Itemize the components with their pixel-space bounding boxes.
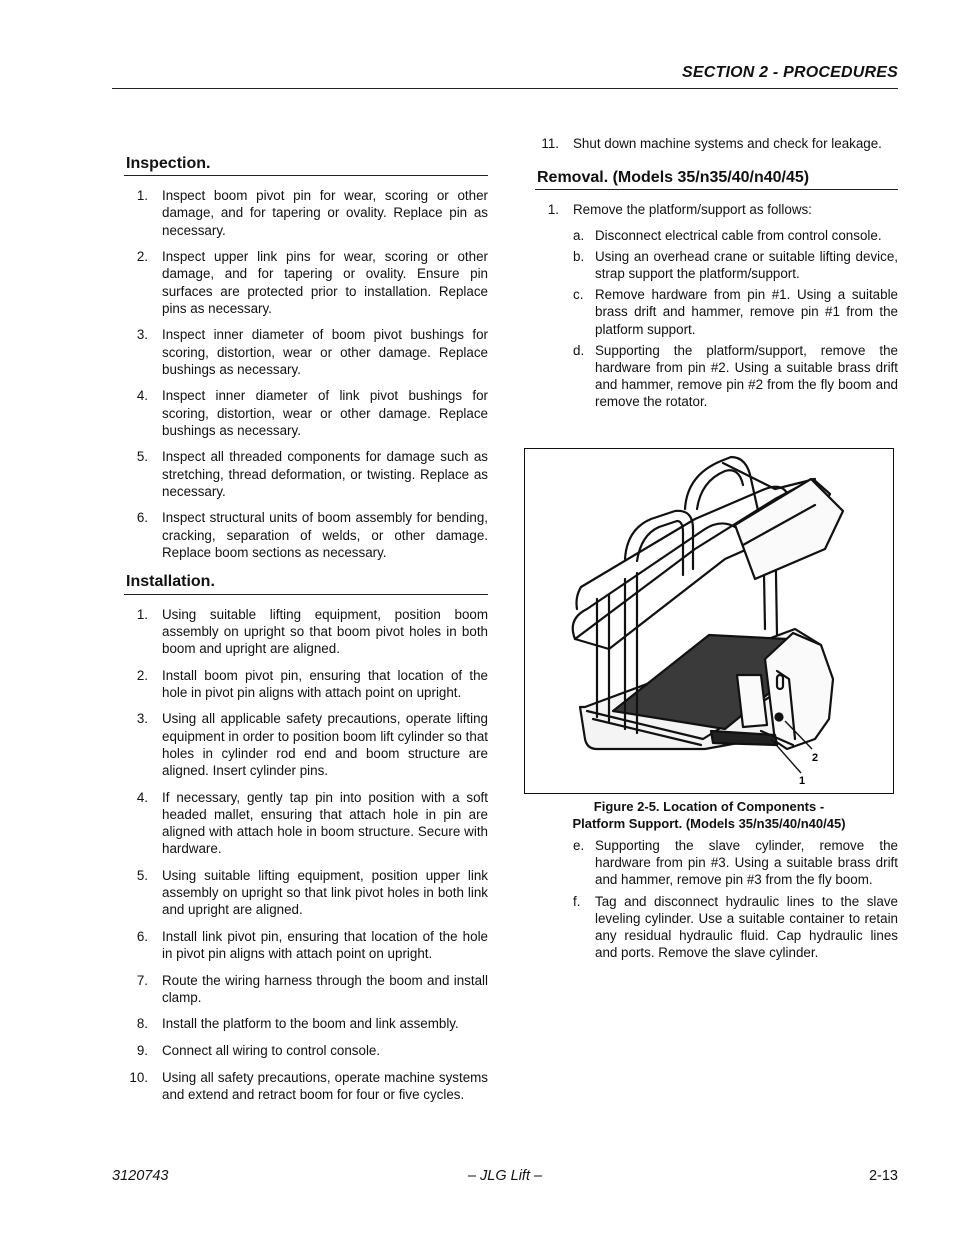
item-text: Using all applicable safety precautions, operate lifting equipment in order to position boom lift cylinder so that holes in cylinder rod end and boom structure are aligned. Insert cylinder pins.	[162, 711, 488, 779]
list-item	[124, 509, 488, 561]
platform-support-figure	[524, 448, 894, 794]
item-number: 6.	[136, 510, 148, 526]
item-number: 4.	[136, 789, 148, 805]
page-number: 2-13	[868, 1168, 898, 1184]
substep-text: Tag and disconnect hydraulic lines to the slave leveling cylinder. Use a suitable container to retain any residual hydraulic fluid. Cap hydraulic lines and ports. Remove the slave cylinder.	[595, 893, 898, 961]
item-number: 5.	[136, 449, 148, 465]
list-item	[124, 710, 488, 779]
substep-item	[535, 342, 898, 411]
list-item	[124, 606, 488, 658]
list-item	[124, 248, 488, 317]
list-item	[124, 387, 488, 439]
substep-text: Disconnect electrical cable from control console.	[595, 227, 882, 243]
list-item	[535, 135, 898, 152]
item-number: 2.	[136, 249, 148, 265]
callout-2-label: 2	[812, 752, 819, 764]
item-number: 1.	[136, 188, 148, 204]
substep-item	[535, 248, 898, 282]
substep-letter: c.	[573, 287, 584, 303]
item-number: 1.	[136, 606, 148, 622]
list-item	[124, 1042, 488, 1059]
platform-illustration	[525, 449, 892, 792]
substep-letter: f.	[573, 893, 581, 909]
list-item	[124, 789, 488, 858]
removal-substeps	[535, 227, 898, 411]
item-number: 4.	[136, 388, 148, 404]
list-item	[535, 201, 898, 218]
substep-text: Remove hardware from pin #1. Using a suitable brass drift and hammer, remove pin #1 from the platform support.	[595, 287, 898, 337]
substep-item	[535, 227, 898, 244]
item-text: Inspect structural units of boom assembly for bending, cracking, separation of welds, or other damage. Replace boom sections as necessary.	[162, 510, 488, 560]
substep-item	[535, 837, 898, 889]
item-number: 5.	[136, 867, 148, 883]
substep-letter: a.	[573, 227, 585, 243]
list-item	[124, 867, 488, 919]
callout-1-label: 1	[799, 775, 806, 787]
item-text: Remove the platform/support as follows:	[573, 202, 812, 218]
substep-letter: d.	[573, 342, 585, 358]
removal-substeps-continued	[535, 837, 898, 961]
list-item	[124, 1015, 488, 1032]
item-text: Shut down machine systems and check for leakage.	[573, 136, 882, 151]
left-column	[124, 152, 488, 1112]
item-text: If necessary, gently tap pin into position with a soft headed mallet, ensuring that attach hole in pin are aligned with attach hole in boom structure. Secure with hardware.	[162, 789, 488, 857]
item-text: Install boom pivot pin, ensuring that location of the hole in pivot pin aligns with attach point on upright.	[162, 667, 488, 700]
installation-list	[124, 606, 488, 1103]
item-number: 2.	[136, 667, 148, 683]
substep-letter: b.	[573, 248, 585, 264]
document-number: 3120743	[112, 1168, 169, 1184]
item-number: 10.	[129, 1069, 148, 1085]
substep-text: Supporting the platform/support, remove the hardware from pin #2. Using a suitable brass drift and hammer, remove pin #2 from the fly boom and remove the rotator.	[595, 342, 898, 410]
section-title: SECTION 2 - PROCEDURES	[682, 64, 898, 81]
item-text: Inspect upper link pins for wear, scoring or other damage, and for tapering or ovality. Ensure pin surfaces are protected prior to installation. Replace pins as necessary.	[162, 249, 488, 316]
item-text: Using suitable lifting equipment, position upper link assembly on upright so that link pivot holes in both link and upright are aligned.	[162, 867, 488, 918]
caption-line: Platform Support. (Models 35/n35/40/n40/45)	[572, 816, 846, 831]
item-text: Inspect inner diameter of link pivot bushings for scoring, distortion, wear or other damage. Replace bushings as necessary.	[162, 388, 488, 438]
item-text: Connect all wiring to control console.	[162, 1043, 381, 1058]
item-number: 9.	[136, 1043, 148, 1058]
item-number: 1.	[547, 202, 559, 218]
substep-letter: e.	[573, 838, 585, 853]
list-item	[124, 1069, 488, 1103]
item-text: Install the platform to the boom and link assembly.	[162, 1016, 459, 1032]
substep-text: Supporting the slave cylinder, remove the hardware from pin #3. Using a suitable brass drift and hammer, remove pin #3 from the fly boom.	[595, 838, 898, 888]
list-item	[124, 928, 488, 962]
removal-heading: Removal. (Models 35/n35/40/n40/45)	[535, 166, 898, 190]
inspection-heading: Inspection.	[124, 152, 488, 176]
caption-line: Figure 2-5. Location of Components -	[593, 799, 825, 814]
item-text: Using suitable lifting equipment, position boom assembly on upright so that boom pivot holes in both boom and upright are aligned.	[162, 606, 488, 657]
list-item	[124, 448, 488, 500]
item-text: Install link pivot pin, ensuring that location of the hole in pivot pin aligns with attach point on upright.	[162, 928, 488, 962]
page-header	[112, 62, 898, 89]
item-text: Inspect inner diameter of boom pivot bushings for scoring, distortion, wear or other damage. Replace bushings as necessary.	[162, 327, 488, 377]
item-number: 6.	[136, 928, 148, 944]
item-number: 3.	[136, 711, 148, 727]
item-number: 7.	[136, 972, 148, 988]
item-text: Using all safety precautions, operate machine systems and extend and retract boom for four or five cycles.	[162, 1069, 488, 1102]
right-column	[535, 135, 898, 415]
item-text: Route the wiring harness through the boom and install clamp.	[162, 972, 488, 1005]
installation-list-continued	[535, 135, 898, 152]
item-text: Inspect boom pivot pin for wear, scoring or other damage, and for tapering or ovality. Replace pin as necessary.	[162, 188, 488, 238]
list-item	[124, 667, 488, 701]
page-footer	[112, 1168, 898, 1188]
list-item	[124, 187, 488, 239]
item-number: 3.	[136, 327, 148, 343]
substep-text: Using an overhead crane or suitable lifting device, strap support the platform/support.	[595, 248, 898, 282]
installation-heading: Installation.	[124, 570, 488, 594]
removal-continued	[535, 837, 898, 965]
figure-caption	[524, 798, 894, 832]
inspection-list	[124, 187, 488, 561]
substep-item	[535, 286, 898, 338]
list-item	[124, 326, 488, 378]
item-text: Inspect all threaded components for damage such as stretching, thread deformation, or twisting. Replace as necessary.	[162, 449, 488, 499]
removal-list	[535, 201, 898, 218]
substep-item	[535, 893, 898, 962]
footer-brand: – JLG Lift –	[467, 1168, 543, 1184]
item-number: 11.	[541, 136, 559, 151]
list-item	[124, 972, 488, 1006]
item-number: 8.	[136, 1016, 148, 1032]
